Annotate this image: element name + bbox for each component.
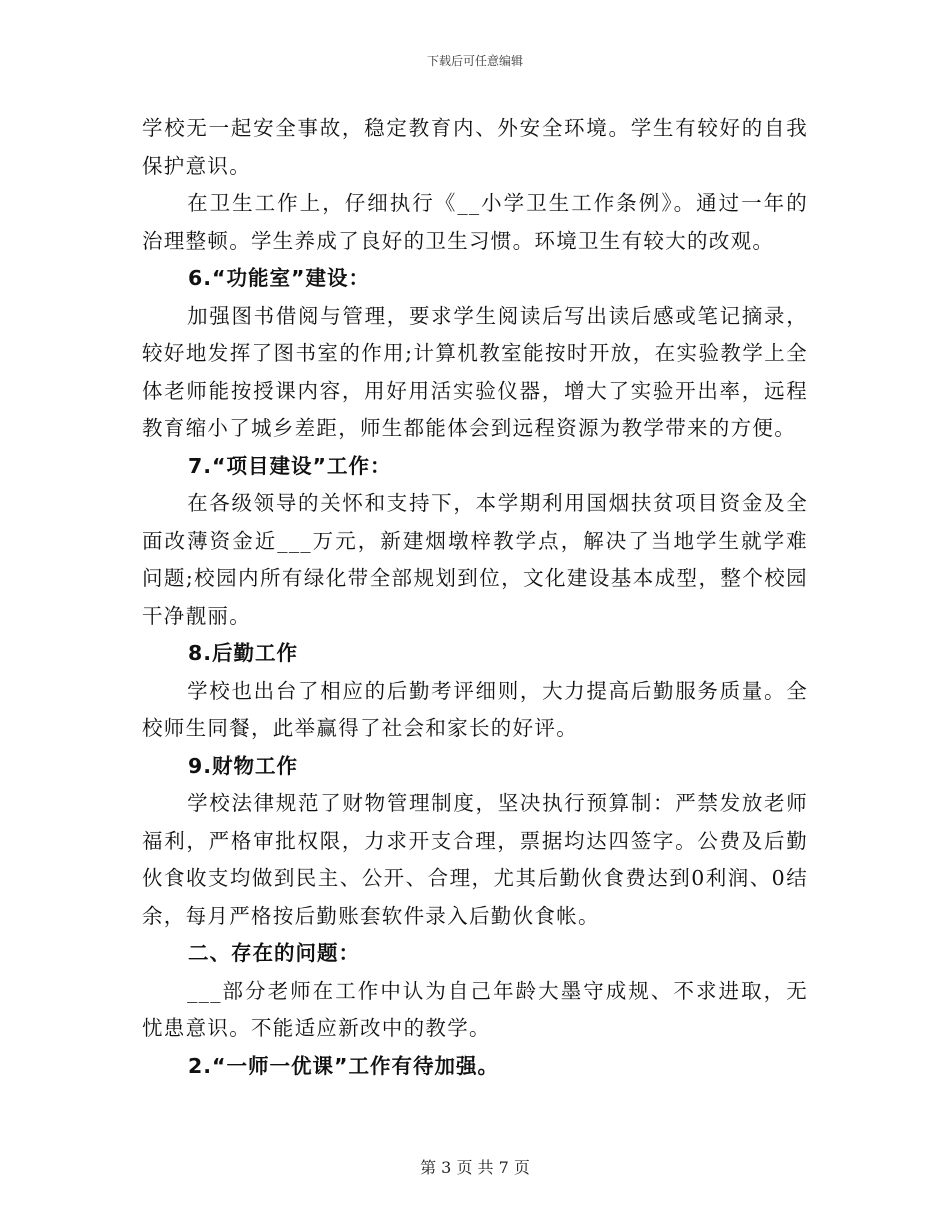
paragraph-hygiene: 在卫生工作上，仔细执行《__小学卫生工作条例》。通过一年的治理整顿。学生养成了良好的卫生习惯。环境卫生有较大的改观。 bbox=[142, 191, 808, 253]
document-body bbox=[142, 110, 808, 1085]
paragraph-safety: 学校无一起安全事故，稳定教育内、外安全环境。学生有较好的自我保护意识。 bbox=[142, 116, 808, 178]
page-number: 第 3 页 共 7 页 bbox=[420, 1158, 530, 1177]
heading-function-rooms: 6.“功能室”建设： bbox=[188, 266, 370, 290]
paragraph-logistics: 学校也出台了相应的后勤考评细则，大力提高后勤服务质量。全校师生同餐，此举赢得了社会和家长的好评。 bbox=[142, 678, 808, 740]
paragraph-function-rooms: 加强图书借阅与管理，要求学生阅读后写出读后感或笔记摘录，较好地发挥了图书室的作用;计算机教室能按时开放，在实验教学上全体老师能按授课内容，用好用活实验仪器，增大了实验开出率，远程教育缩小了城乡差距，师生都能体会到远程资源为教学带来的方便。 bbox=[142, 303, 808, 440]
paragraph-project-construction: 在各级领导的关怀和支持下，本学期利用国烟扶贫项目资金及全面改薄资金近___万元，新建烟墩梓教学点，解决了当地学生就学难问题;校园内所有绿化带全部规划到位，文化建设基本成型，整个校园干净靓丽。 bbox=[142, 491, 808, 628]
paragraph-finance: 学校法律规范了财物管理制度，坚决执行预算制：严禁发放老师福利，严格审批权限，力求开支合理，票据均达四签字。公费及后勤伙食收支均做到民主、公开、合理，尤其后勤伙食费达到0利润、0结余，每月严格按后勤账套软件录入后勤伙食帐。 bbox=[142, 791, 808, 928]
heading-problems: 二、存在的问题： bbox=[188, 941, 360, 965]
heading-finance: 9.财物工作 bbox=[188, 753, 299, 778]
heading-logistics: 8.后勤工作 bbox=[188, 641, 299, 665]
heading-one-teacher-one-lesson: 2.“一师一优课”工作有待加强。 bbox=[188, 1053, 499, 1078]
header-note: 下载后可任意编辑 bbox=[426, 54, 523, 68]
paragraph-problems: ___部分老师在工作中认为自己年龄大墨守成规、不求进取，无忧患意识。不能适应新改中的教学。 bbox=[142, 978, 808, 1040]
heading-project-construction: 7.“项目建设”工作： bbox=[188, 453, 392, 478]
